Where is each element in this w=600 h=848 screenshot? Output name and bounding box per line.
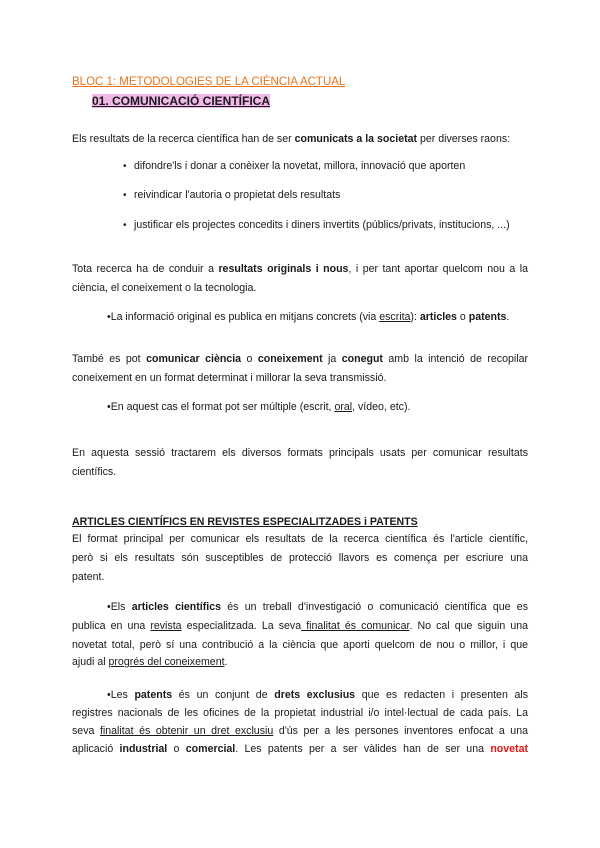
bloc-title: BLOC 1: METODOLOGIES DE LA CIÈNCIA ACTUAL xyxy=(72,76,346,88)
bullet-dot: • xyxy=(123,190,127,201)
articles-line: novetat total, però sí una contribució a la ciència que aporti quelcom de nou o millor, i que xyxy=(72,639,528,651)
paragraph-original-results: Tota recerca ha de conduir a resultats originals i nous, i per tant aportar quelcom nou a la xyxy=(72,263,528,275)
paragraph-line: ciència, el coneixement o la tecnologia. xyxy=(72,282,257,294)
bullet-dot: • xyxy=(123,161,127,172)
patents-line: registres nacionals de les oficines de la propietat industrial i/o intel·lectual de cada país. La xyxy=(72,707,528,719)
sub-bullet-original-info: •La informació original es publica en mitjans concrets (via escrita): articles o patents. xyxy=(107,311,510,323)
section-title xyxy=(92,95,270,108)
patents-line: •Les patents és un conjunt de drets exclusius que es redacten i presenten als xyxy=(107,689,529,701)
paragraph-line: coneixement en un format determinat i millorar la seva transmissió. xyxy=(72,372,387,384)
paragraph-communicate-science: També es pot comunicar ciència o coneixement ja conegut amb la intenció de recopilar xyxy=(72,353,528,365)
section2-line: El format principal per comunicar els resultats de la recerca científica és l'article científic, xyxy=(72,533,528,545)
bullet-item: justificar els projectes concedits i diners invertits (públics/privats, institucions, ...) xyxy=(134,219,510,231)
articles-line: •Els articles científics és un treball d'investigació o comunicació científica que es xyxy=(107,601,528,613)
intro-paragraph: Els resultats de la recerca científica han de ser comunicats a la societat per diverses raons: xyxy=(72,133,511,145)
articles-line: ajudi al progrés del coneixement. xyxy=(72,656,228,668)
bullet-dot: • xyxy=(123,220,127,231)
bullet-item: reivindicar l'autoria o propietat dels resultats xyxy=(134,189,341,201)
bullet-item: difondre'ls i donar a conèixer la novetat, millora, innovació que aporten xyxy=(134,160,466,172)
patents-line: seva finalitat és obtenir un dret exclusiu d'ús per a les persones inventores enfocat a una xyxy=(72,725,528,737)
articles-line: publica en una revista especialitzada. La seva finalitat és comunicar. No cal que siguin una xyxy=(72,620,528,632)
section2-line: però si els resultats són susceptibles de protecció llavors es comença per escriure una xyxy=(72,552,528,564)
section2-heading: ARTICLES CIENTÍFICS EN REVISTES ESPECIALITZADES i PATENTS xyxy=(72,516,418,528)
paragraph-session: En aquesta sessió tractarem els diversos formats principals usats per comunicar resultats xyxy=(72,447,528,459)
section-title-text: 01. COMUNICACIÓ CIENTÍFICA xyxy=(92,94,271,108)
patents-line: aplicació industrial o comercial. Les patents per a ser vàlides han de ser una novetat xyxy=(72,743,528,755)
section2-line: patent. xyxy=(72,571,105,583)
paragraph-line: científics. xyxy=(72,466,117,478)
sub-bullet-format: •En aquest cas el format pot ser múltiple (escrit, oral, vídeo, etc). xyxy=(107,401,411,413)
